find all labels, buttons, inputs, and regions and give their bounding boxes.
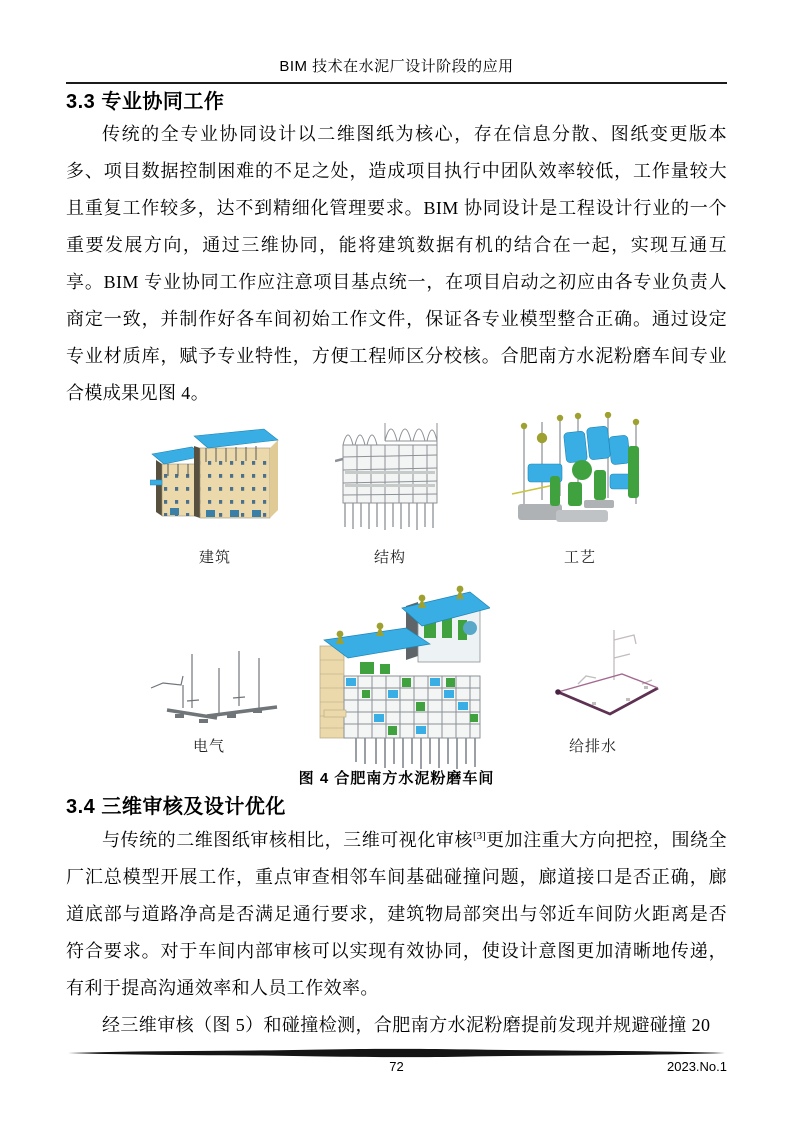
section-3-4-paragraph xyxy=(66,822,727,1007)
figure-label-electrical: 电气 xyxy=(192,739,225,755)
figure-label-structure: 结构 xyxy=(373,550,406,566)
paragraph-text-after-ref: 更加注重大方向把控，围绕全厂汇总模型开展工作，重点审查相邻车间基础碰撞问题，廊道接口是否正确，廊道底部与道路净高是否满足通行要求，建筑物局部突出与邻近车间防火距离是否符合要求。对于车间内部审核可以实现有效协同，使设计意图更加清晰地传递，有利于提高沟通效率和人员工作效率。 xyxy=(66,830,727,998)
figure-label-plumbing: 给排水 xyxy=(568,739,617,755)
figure-structure-image xyxy=(335,415,445,533)
issue-number: 2023.No.1 xyxy=(667,1059,727,1074)
figure-electrical-image xyxy=(147,646,282,738)
paragraph-text-before-ref: 与传统的二维图纸审核相比，三维可视化审核 xyxy=(102,830,474,850)
section-3-3-paragraph: 传统的全专业协同设计以二维图纸为核心，存在信息分散、图纸变更版本多、项目数据控制困难的不足之处，造成项目执行中团队效率较低，工作量较大且重复工作较多，达不到精细化管理要求。BIM 协同设计是工程设计行业的一个重要发展方向，通过三维协同，能将建筑数据有机的结合在一起，实现互通互享。BIM 专业协同工作应注意项目基点统一，在项目启动之初应由各专业负责人商定一致，并制作好各车间初始工作文件，保证各专业模型整合正确。通过设定专业材质库，赋予专业特性，方便工程师区分校核。合肥南方水泥粉磨车间专业合模成果见图 4。 xyxy=(66,124,727,403)
page-number: 72 xyxy=(389,1059,404,1074)
figure-architecture-image xyxy=(150,418,280,528)
continuation-paragraph: 经三维审核（图 5）和碰撞检测，合肥南方水泥粉磨提前发现并规避碰撞 20 xyxy=(102,1015,711,1035)
section-3-3-heading: 3.3 专业协同工作 xyxy=(66,91,225,113)
figure-process-image xyxy=(510,412,650,536)
running-title: BIM 技术在水泥厂设计阶段的应用 xyxy=(66,57,727,84)
footer-rule xyxy=(66,1048,727,1058)
citation-ref-3: [3] xyxy=(473,830,486,842)
figure-4 xyxy=(66,408,727,770)
figure-label-architecture: 建筑 xyxy=(198,550,231,566)
figure-label-process: 工艺 xyxy=(563,550,596,566)
figure-combined-model-image xyxy=(318,584,490,770)
figure-plumbing-image xyxy=(552,626,664,728)
section-3-4-heading: 3.4 三维审核及设计优化 xyxy=(66,796,286,818)
figure-4-caption: 图 4 合肥南方水泥粉磨车间 xyxy=(298,770,495,787)
